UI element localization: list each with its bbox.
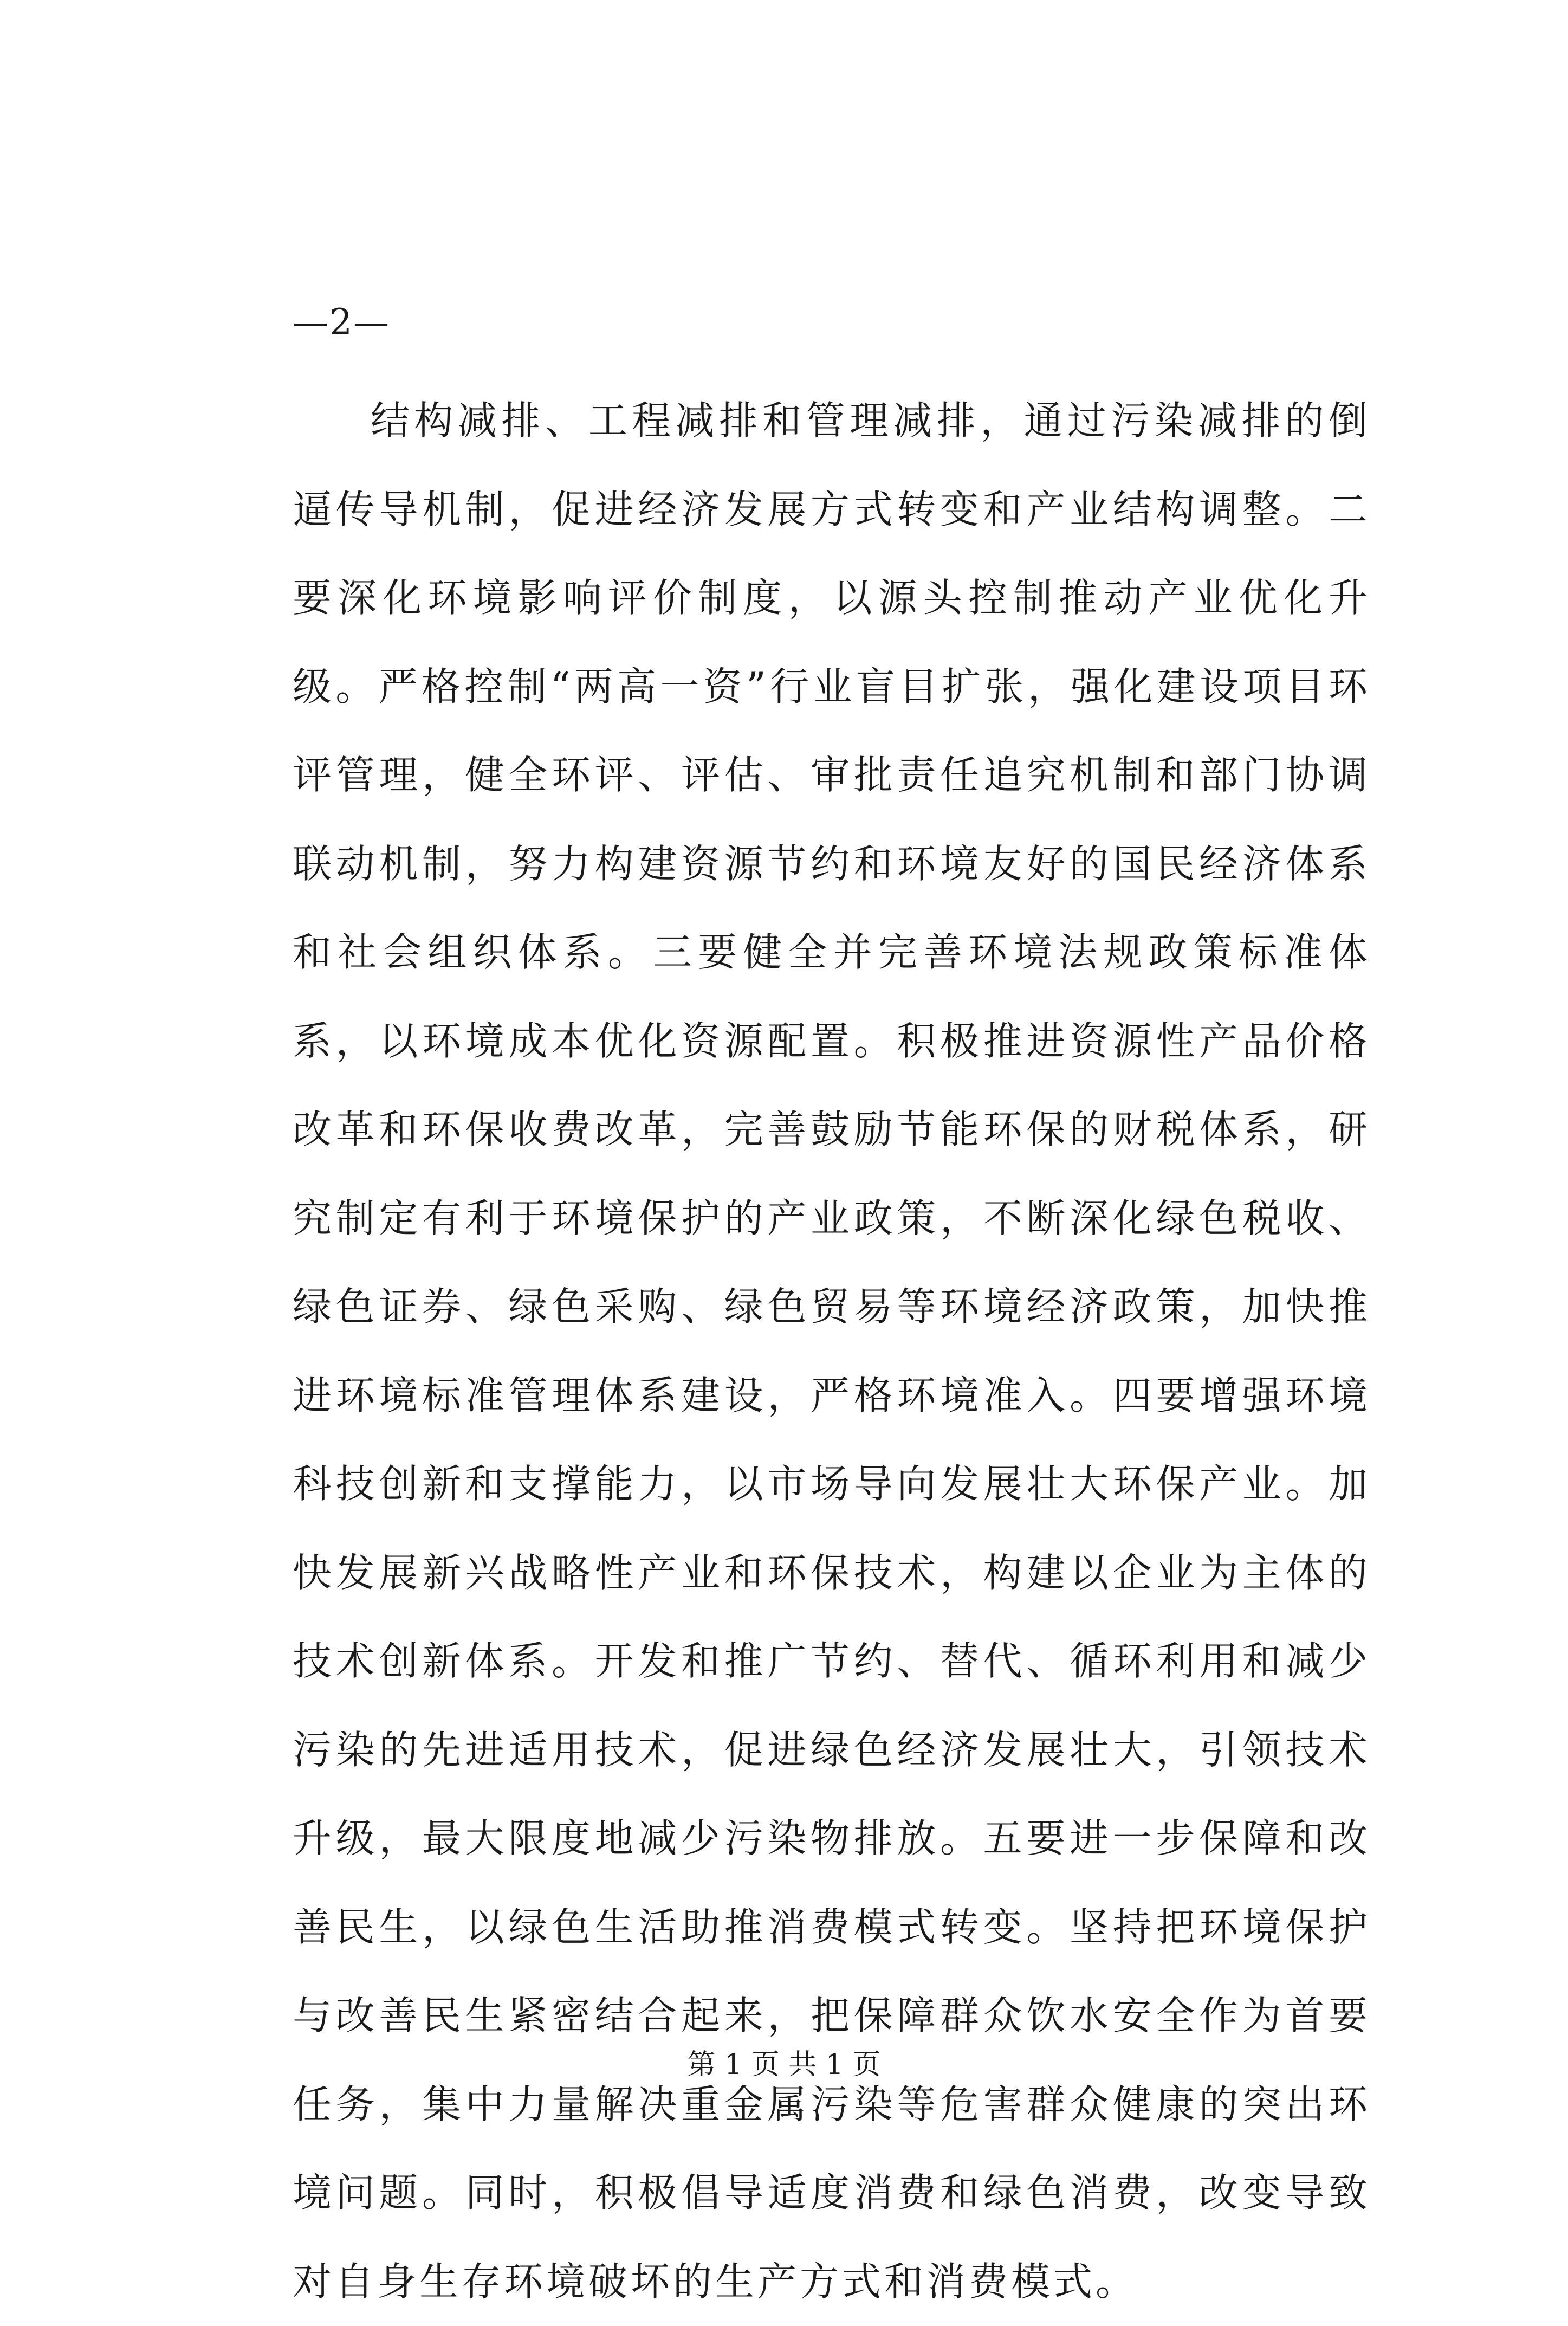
body-paragraph: 结构减排、工程减排和管理减排，通过污染减排的倒逼传导机制，促进经济发展方式转变和产业结构调整。二要深化环境影响评价制度，以源头控制推动产业优化升级。严格控制“两高一资”行业盲目扩张，强化建设项目环评管理，健全环评、评估、审批责任追究机制和部门协调联动机制，努力构建资源节约和环境友好的国民经济体系和社会组织体系。三要健全并完善环境法规政策标准体系，以环境成本优化资源配置。积极推进资源性产品价格改革和环保收费改革，完善鼓励节能环保的财税体系，研究制定有利于环境保护的产业政策，不断深化绿色税收、绿色证券、绿色采购、绿色贸易等环境经济政策，加快推进环境标准管理体系建设，严格环境准入。四要增强环境科技创新和支撑能力，以市场导向发展壮大环保产业。加快发展新兴战略性产业和环保技术，构建以企业为主体的技术创新体系。开发和推广节约、替代、循环利用和减少污染的先进适用技术，促进绿色经济发展壮大，引领技术升级，最大限度地减少污染物排放。五要进一步保障和改善民生，以绿色生活助推消费模式转变。坚持把环境保护与改善民生紧密结合起来，把保障群众饮水安全作为首要任务，集中力量解决重金属污染等危害群众健康的突出环境问题。同时，积极倡导适度消费和绿色消费，改变导致对自身生存环境破坏的生产方式和消费模式。 <box>293 398 1371 2304</box>
page-marker: —2— <box>293 301 390 343</box>
page-footer: 第 1 页 共 1 页 <box>687 2049 881 2081</box>
